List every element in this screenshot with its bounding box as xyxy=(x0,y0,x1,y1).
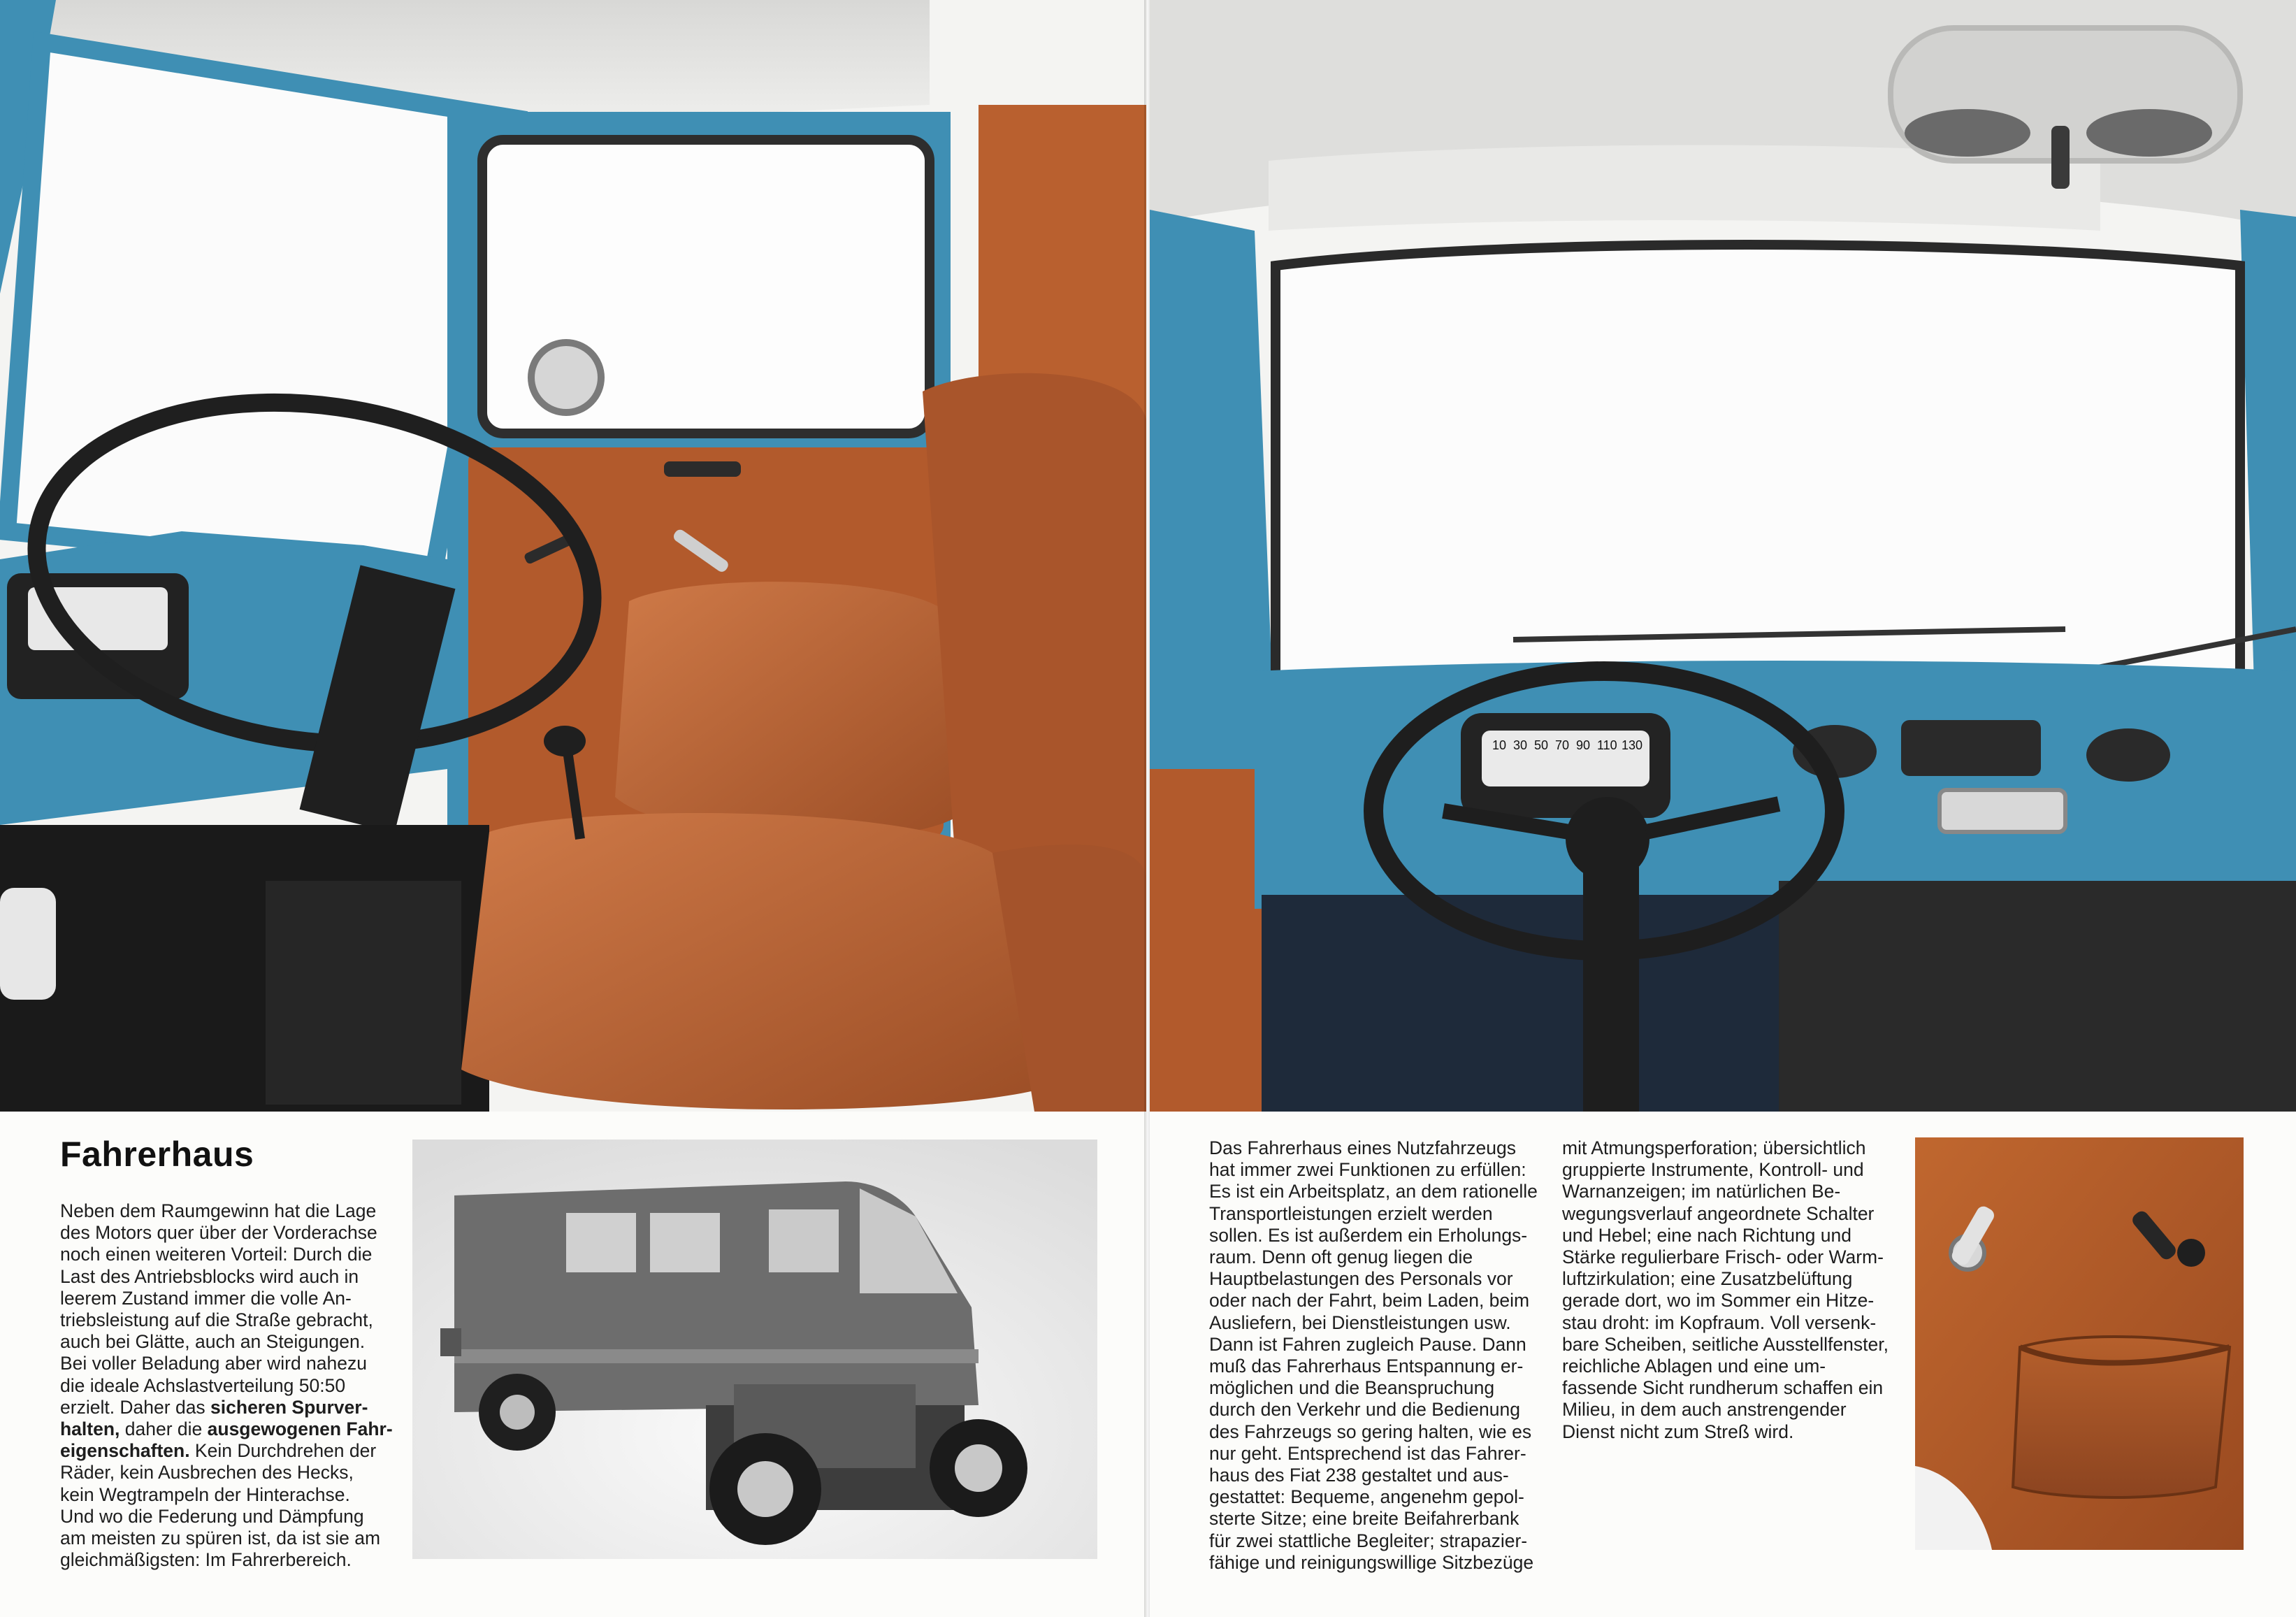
speedometer-tick: 70 xyxy=(1555,738,1570,752)
text-line: mit Atmungsperforation; übersichtlich xyxy=(1562,1137,1866,1158)
emphasis-run: halten, xyxy=(60,1418,120,1440)
text-line: noch einen weiteren Vorteil: Durch die xyxy=(60,1244,373,1265)
text-line: Neben dem Raumgewinn hat die Lage xyxy=(60,1200,377,1221)
text-line: gestattet: Bequeme, angenehm gepol- xyxy=(1209,1486,1524,1508)
left-page xyxy=(0,0,1146,1617)
text-line: Warnanzeigen; im natürlichen Be- xyxy=(1562,1181,1841,1202)
text-line: luftzirkulation; eine Zusatzbelüftung xyxy=(1562,1268,1853,1290)
dashboard-photo xyxy=(1150,0,2296,1112)
text-line: Bei voller Beladung aber wird nahezu xyxy=(60,1353,367,1374)
text-line: Milieu, in dem auch anstrengender xyxy=(1562,1399,1847,1421)
right-body-text-col2 xyxy=(1562,1137,1926,1443)
text-line: nur geht. Entsprechend ist das Fahrer- xyxy=(1209,1442,1526,1464)
text-line: sterte Sitze; eine breite Beifahrerbank xyxy=(1209,1508,1519,1530)
text-line: am meisten zu spüren ist, da ist sie am xyxy=(60,1528,381,1549)
emphasis-run: eigenschaften. xyxy=(60,1440,190,1462)
text-line: fassende Sicht rundherum schaffen ein xyxy=(1562,1377,1884,1399)
text-line: stau droht: im Kopfraum. Voll versenk- xyxy=(1562,1311,1877,1333)
text-line: des Motors quer über der Vorderachse xyxy=(60,1222,377,1244)
emphasis-run: sicheren Spurver- xyxy=(210,1396,368,1418)
text-line: Last des Antriebsblocks wird auch in xyxy=(60,1265,359,1287)
text-line: Räder, kein Ausbrechen des Hecks, xyxy=(60,1462,354,1483)
text-line: Hauptbelastungen des Personals vor xyxy=(1209,1268,1513,1290)
text-line: Das Fahrerhaus eines Nutzfahrzeugs xyxy=(1209,1137,1516,1158)
text-line: gerade dort, wo im Sommer ein Hitze- xyxy=(1562,1290,1875,1311)
speedometer-tick: 130 xyxy=(1622,738,1643,752)
text-run: erzielt. Daher das xyxy=(60,1396,211,1418)
text-line: sollen. Es ist außerdem ein Erholungs- xyxy=(1209,1224,1528,1246)
text-line: möglichen und die Beanspruchung xyxy=(1209,1377,1495,1399)
text-line: leerem Zustand immer die volle An- xyxy=(60,1287,352,1309)
section-heading: Fahrerhaus xyxy=(60,1135,254,1174)
text-line: triebsleistung auf die Straße gebracht, xyxy=(60,1309,373,1331)
door-panel-detail-photo xyxy=(1915,1137,2244,1550)
text-line: auch bei Glätte, auch an Steigungen. xyxy=(60,1331,366,1353)
text-line: muß das Fahrerhaus Entspannung er- xyxy=(1209,1356,1524,1377)
cab-interior-photo xyxy=(0,0,1146,1112)
text-line: Transportleistungen erzielt werden xyxy=(1209,1202,1493,1224)
speedometer-tick: 90 xyxy=(1576,738,1591,752)
text-line: Dienst nicht zum Streß wird. xyxy=(1562,1421,1794,1442)
text-line: Dann ist Fahren zugleich Pause. Dann xyxy=(1209,1333,1526,1355)
emphasis-run: ausgewogenen Fahr- xyxy=(207,1418,393,1440)
text-line: Es ist ein Arbeitsplatz, an dem rationelle xyxy=(1209,1181,1538,1202)
text-line: bare Scheiben, seitliche Ausstellfenster, xyxy=(1562,1333,1889,1355)
text-line: raum. Denn oft genug liegen die xyxy=(1209,1246,1473,1268)
text-line: reichliche Ablagen und eine um- xyxy=(1562,1356,1826,1377)
text-run: daher die xyxy=(120,1418,208,1440)
text-line: kein Wegtrampeln der Hinterachse. xyxy=(60,1483,350,1505)
text-line: Stärke regulierbare Frisch- oder Warm- xyxy=(1562,1246,1884,1268)
text-line: die ideale Achslastverteilung 50:50 xyxy=(60,1374,346,1396)
text-line: und Hebel; eine nach Richtung und xyxy=(1562,1224,1851,1246)
right-page xyxy=(1150,0,2296,1617)
speedometer-tick: 10 xyxy=(1492,738,1507,752)
speedometer-tick: 110 xyxy=(1597,738,1617,752)
text-run: Kein Durchdrehen der xyxy=(189,1440,377,1462)
text-line: des Fahrzeugs so gering halten, wie es xyxy=(1209,1421,1532,1442)
text-line xyxy=(60,1418,410,1440)
text-line: gleichmäßigsten: Im Fahrerbereich. xyxy=(60,1549,352,1571)
left-body-text xyxy=(60,1200,410,1571)
text-line: oder nach der Fahrt, beim Laden, beim xyxy=(1209,1290,1530,1311)
van-chassis-photo xyxy=(412,1140,1097,1559)
text-line: gruppierte Instrumente, Kontroll- und xyxy=(1562,1159,1864,1181)
text-line: durch den Verkehr und die Bedienung xyxy=(1209,1399,1520,1421)
text-line xyxy=(60,1440,410,1462)
text-line: Ausliefern, bei Dienstleistungen usw. xyxy=(1209,1311,1511,1333)
text-line: hat immer zwei Funktionen zu erfüllen: xyxy=(1209,1159,1526,1181)
right-body-text-col1 xyxy=(1209,1137,1573,1574)
text-line xyxy=(60,1397,410,1418)
text-line: für zwei stattliche Begleiter; strapazier- xyxy=(1209,1530,1528,1551)
speedometer-tick: 50 xyxy=(1534,738,1549,752)
speedometer-tick: 30 xyxy=(1513,738,1528,752)
text-line: wegungsverlauf angeordnete Schalter xyxy=(1562,1202,1875,1224)
text-line: Und wo die Federung und Dämpfung xyxy=(60,1505,364,1527)
text-line: fähige und reinigungswillige Sitzbezüge xyxy=(1209,1551,1534,1573)
text-line: haus des Fiat 238 gestaltet und aus- xyxy=(1209,1465,1509,1486)
